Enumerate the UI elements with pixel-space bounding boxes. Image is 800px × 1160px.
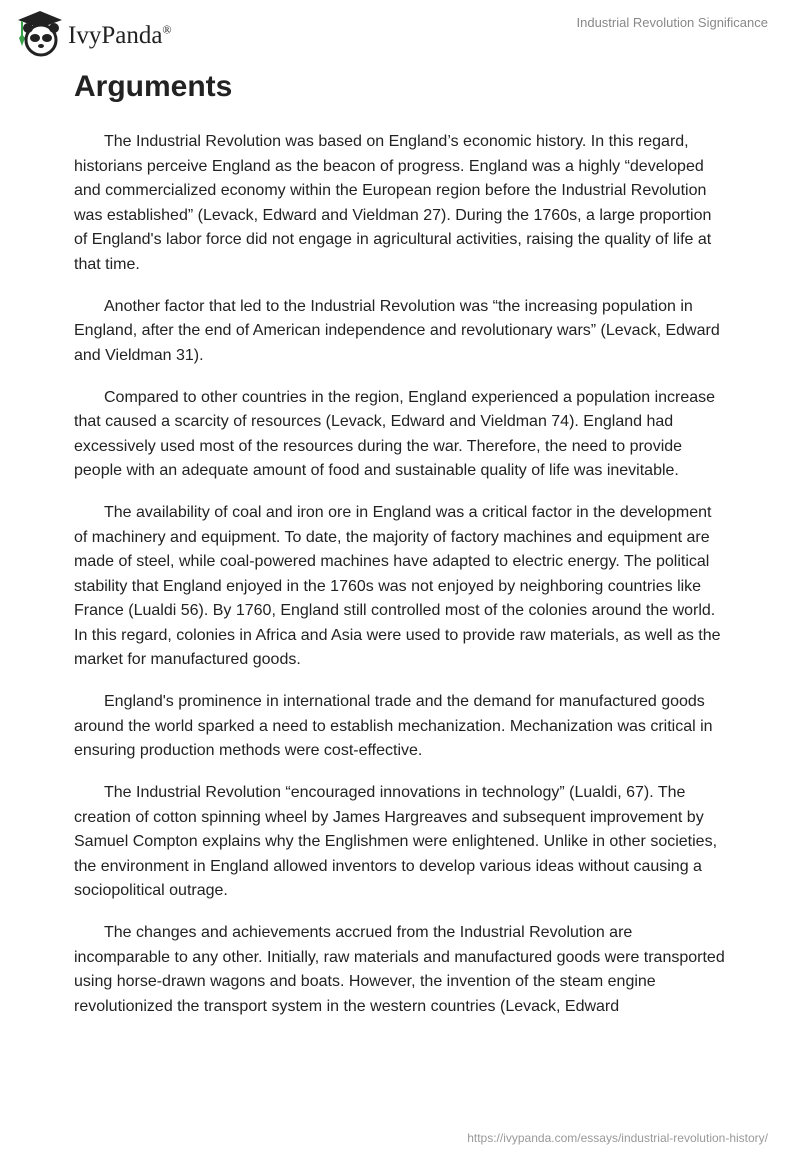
paragraph: England's prominence in international trade and the demand for manufactured goods around the world sparked a need to establish mechanization. Mechanization was critical in ensuring production methods were cost-effective. [74, 693, 713, 759]
essay-body [74, 130, 726, 1037]
registered-mark: ® [162, 22, 172, 37]
paragraph: The changes and achievements accrued from the Industrial Revolution are incomparable to any other. Initially, raw materials and manufactured goods were transported using horse-drawn wagons and boats. However, the invention of the steam engine revolutionized the transport system in the western countries (Levack, Edward [74, 924, 725, 1015]
document-title: Industrial Revolution Significance [576, 15, 768, 30]
source-url[interactable]: https://ivypanda.com/essays/industrial-revolution-history/ [467, 1131, 768, 1145]
paragraph: The Industrial Revolution “encouraged innovations in technology” (Lualdi, 67). The creation of cotton spinning wheel by James Hargreaves and subsequent improvement by Samuel Compton explains why the Englishmen were enlightened. Unlike in other societies, the environment in England allowed inventors to develop various ideas without causing a sociopolitical outrage. [74, 784, 718, 899]
paragraph: Compared to other countries in the region, England experienced a population increase that caused a scarcity of resources (Levack, Edward and Vieldman 74). England had excessively used most of the resources during the war. Therefore, the need to provide people with an adequate amount of food and sustainable quality of life was inevitable. [74, 388, 716, 479]
paragraph: Another factor that led to the Industrial Revolution was “the increasing population in England, after the end of American independence and revolutionary wars” (Levack, Edward and Vieldman 31). [74, 297, 720, 364]
ivypanda-logo[interactable] [14, 8, 172, 58]
logo-text: IvyPanda [68, 22, 163, 49]
panda-graduate-icon [14, 8, 66, 58]
paragraph: The availability of coal and iron ore in England was a critical factor in the development of machinery and equipment. To date, the majority of factory machines and equipment are made of steel, while coal-powered machines have adapted to electric energy. The political stability that England enjoyed in the 1760s was not enjoyed by neighboring countries like France (Lualdi 56). By 1760, England still controlled most of the colonies around the world. In this regard, colonies in Africa and Asia were used to provide raw materials, as well as the market for manufactured goods. [74, 504, 721, 668]
paragraph: The Industrial Revolution was based on England’s economic history. In this regard, historians perceive England as the beacon of progress. England was a highly “developed and commercialized economy within the European region before the Industrial Revolution was established” (Levack, Edward and Vieldman 27). During the 1760s, a large proportion of England's labor force did not engage in agricultural activities, raising the quality of life at that time. [74, 133, 712, 273]
section-heading: Arguments [74, 70, 233, 103]
